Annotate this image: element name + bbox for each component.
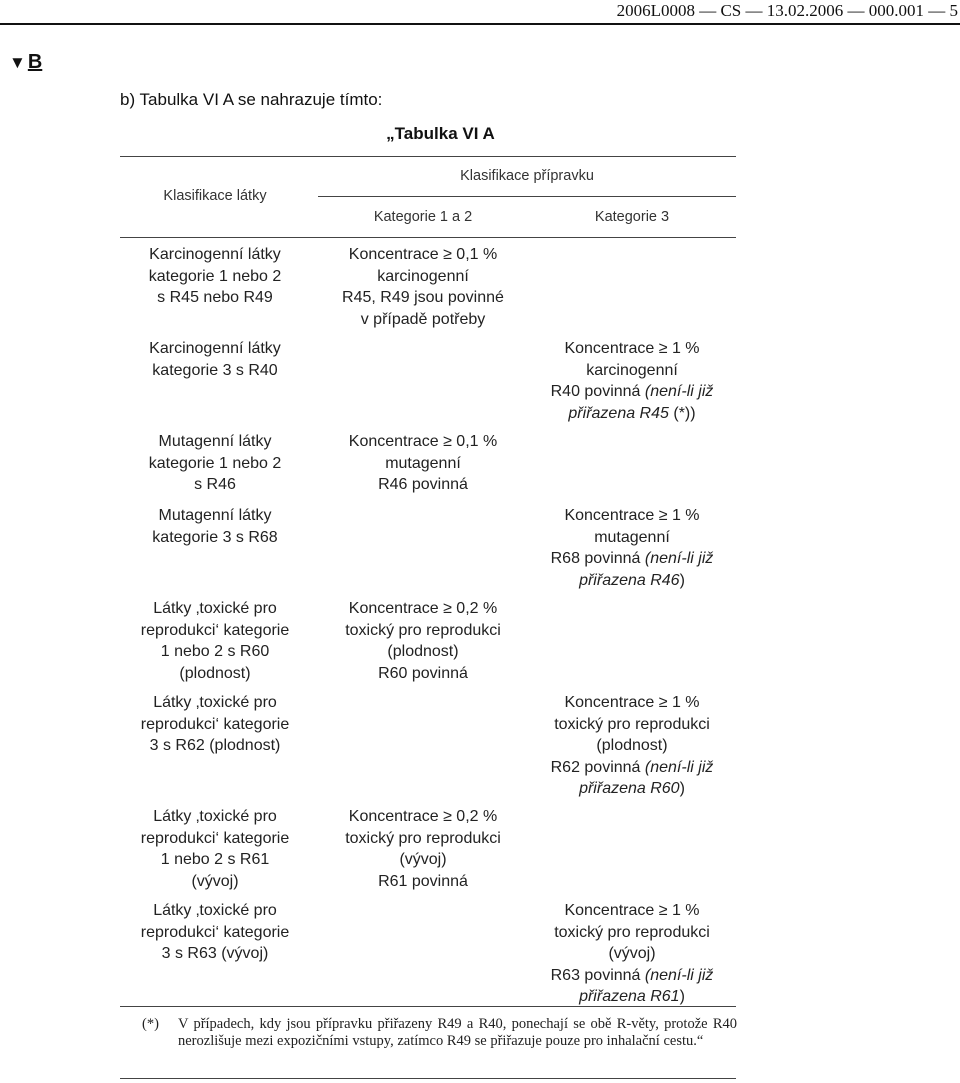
row-8-category-3: [528, 900, 736, 1008]
header-bottom-rule: [120, 237, 736, 238]
row-5-cat12-line: (plodnost): [387, 643, 459, 660]
row-2-cat3-line: [528, 403, 736, 425]
row-6-cat3-line: toxický pro reprodukci: [554, 715, 710, 733]
row-4-substance-line: Mutagenní látky: [158, 507, 272, 524]
row-4-substance: [120, 505, 310, 548]
row-4-cat3-line: Koncentrace ≥ 1 %: [564, 507, 700, 524]
row-7-cat12-line: toxický pro reprodukci: [345, 829, 501, 847]
row-8-cat3-line: [528, 965, 736, 987]
row-2-cat3-text: (*)): [673, 404, 696, 422]
row-8-cat3-line: [528, 986, 736, 1008]
row-4-cat3-text: ): [679, 571, 685, 589]
row-7-substance-line: Látky ‚toxické pro: [153, 808, 277, 825]
row-8-cat3-line: Koncentrace ≥ 1 %: [564, 902, 700, 919]
row-6-category-3: [528, 692, 736, 800]
row-3-cat12-line: R46 povinná: [378, 476, 468, 493]
header-substance-classification: Klasifikace látky: [163, 188, 267, 204]
row-2-category-3: [528, 338, 736, 424]
row-7-cat12-line: R61 povinná: [378, 872, 468, 890]
row-2-substance-line: Karcinogenní látky: [149, 340, 281, 357]
row-2-cat3-line: [528, 381, 736, 403]
header-rule: [0, 23, 960, 25]
row-8-substance-line: Látky ‚toxické pro: [153, 902, 277, 919]
row-4-cat3-italic: přiřazena R46: [579, 571, 680, 589]
row-2-cat3-text: R40 povinná: [550, 383, 641, 400]
row-6-cat3-text: R62 povinná: [550, 758, 641, 776]
row-4-cat3-text: R68 povinná: [550, 550, 641, 567]
row-4-cat3-line: mutagenní: [594, 528, 670, 546]
row-7-substance-line: 1 nebo 2 s R61: [160, 851, 270, 868]
amendment-letter: B: [27, 51, 43, 73]
row-3-cat12-line: mutagenní: [385, 454, 461, 472]
row-1-substance-line: s R45 nebo R49: [157, 289, 273, 306]
row-8-cat3-line: (vývoj): [608, 945, 656, 962]
document-reference: 2006L0008 — CS — 13.02.2006 — 000.001 — 5: [616, 1, 958, 20]
row-4-cat3-italic: (není-li již: [644, 550, 714, 567]
page-bottom-rule: [120, 1078, 736, 1079]
row-7-cat12-line: (vývoj): [399, 851, 447, 868]
row-5-substance: [120, 598, 310, 684]
row-1-category-1-2: [318, 244, 528, 330]
row-5-substance-line: 1 nebo 2 s R60: [160, 643, 270, 660]
row-5-cat12-line: R60 povinná: [378, 664, 468, 682]
row-3-substance-line: Mutagenní látky: [158, 433, 272, 450]
row-1-substance-line: kategorie 1 nebo 2: [148, 267, 282, 285]
row-7-substance-line: reprodukci‘ kategorie: [140, 829, 290, 847]
row-3-substance-line: s R46: [194, 476, 236, 493]
row-5-category-1-2: [318, 598, 528, 684]
row-7-category-1-2: [318, 806, 528, 892]
row-2-cat3-italic: (není-li již: [644, 383, 714, 400]
row-7-cat12-line: Koncentrace ≥ 0,2 %: [348, 808, 498, 825]
row-2-cat3-line: karcinogenní: [586, 361, 678, 379]
row-4-substance-line: kategorie 3 s R68: [152, 528, 278, 546]
header-category-3: Kategorie 3: [594, 209, 670, 225]
row-8-cat3-line: toxický pro reprodukci: [554, 923, 710, 941]
preparation-header-rule: [318, 196, 736, 197]
row-2-cat3-italic: přiřazena R45: [568, 404, 669, 422]
row-3-substance-line: kategorie 1 nebo 2: [148, 454, 282, 472]
row-8-cat3-text: R63 povinná: [550, 966, 641, 984]
row-6-substance: [120, 692, 310, 757]
row-2-substance: [120, 338, 310, 381]
row-5-substance-line: Látky ‚toxické pro: [153, 600, 277, 617]
footnote-text: V případech, kdy jsou přípravku přiřazeny R49 a R40, ponechají se obě R-věty, protože R40 nerozlišuje mezi expozičními vstupy, zatímco R49 se přiřazuje pouze pro inhalační cestu.“: [178, 1016, 737, 1049]
row-8-substance-line: reprodukci‘ kategorie: [140, 923, 290, 941]
row-5-cat12-line: toxický pro reprodukci: [345, 621, 501, 639]
row-1-cat12-line: Koncentrace ≥ 0,1 %: [348, 246, 498, 263]
row-3-substance: [120, 431, 310, 496]
row-5-substance-line: (plodnost): [179, 664, 251, 682]
row-6-cat3-line: (plodnost): [596, 737, 668, 754]
footnote: [142, 1016, 737, 1050]
row-3-category-1-2: [318, 431, 528, 496]
footnote-mark: (*): [142, 1016, 159, 1032]
row-8-cat3-text: ): [679, 988, 685, 1005]
row-7-substance: [120, 806, 310, 892]
intro-text: b) Tabulka VI A se nahrazuje tímto:: [120, 90, 383, 109]
row-3-cat12-line: Koncentrace ≥ 0,1 %: [348, 433, 498, 450]
row-4-cat3-line: [528, 570, 736, 592]
row-6-cat3-italic: přiřazena R60: [579, 780, 680, 797]
row-1-substance: [120, 244, 310, 309]
table-top-rule: [120, 156, 736, 157]
row-1-cat12-line: R45, R49 jsou povinné: [342, 289, 504, 306]
row-6-cat3-italic: (není-li již: [644, 758, 714, 776]
row-1-cat12-line: karcinogenní: [377, 267, 469, 285]
row-5-substance-line: reprodukci‘ kategorie: [140, 621, 290, 639]
triangle-down-icon: ▼: [9, 53, 26, 72]
row-8-cat3-italic: (není-li již: [644, 966, 714, 984]
row-6-cat3-text: ): [679, 780, 685, 797]
row-6-substance-line: 3 s R62 (plodnost): [149, 737, 281, 754]
row-7-substance-line: (vývoj): [191, 872, 239, 890]
table-title: „Tabulka VI A: [386, 124, 495, 143]
row-1-substance-line: Karcinogenní látky: [149, 246, 281, 263]
row-6-cat3-line: [528, 778, 736, 800]
header-category-1-2: Kategorie 1 a 2: [373, 209, 473, 225]
amendment-marker: [9, 50, 42, 75]
row-5-cat12-line: Koncentrace ≥ 0,2 %: [348, 600, 498, 617]
table-bottom-rule: [120, 1006, 736, 1007]
row-1-cat12-line: v případě potřeby: [360, 310, 486, 328]
header-preparation-classification: Klasifikace přípravku: [460, 168, 594, 184]
row-6-cat3-line: Koncentrace ≥ 1 %: [564, 694, 700, 711]
row-4-category-3: [528, 505, 736, 591]
row-6-substance-line: Látky ‚toxické pro: [153, 694, 277, 711]
row-6-substance-line: reprodukci‘ kategorie: [140, 715, 290, 733]
row-8-cat3-italic: přiřazena R61: [579, 988, 680, 1005]
row-6-cat3-line: [528, 757, 736, 779]
row-8-substance: [120, 900, 310, 965]
row-2-substance-line: kategorie 3 s R40: [152, 361, 278, 379]
row-8-substance-line: 3 s R63 (vývoj): [161, 945, 269, 962]
row-4-cat3-line: [528, 548, 736, 570]
row-2-cat3-line: Koncentrace ≥ 1 %: [564, 340, 700, 357]
